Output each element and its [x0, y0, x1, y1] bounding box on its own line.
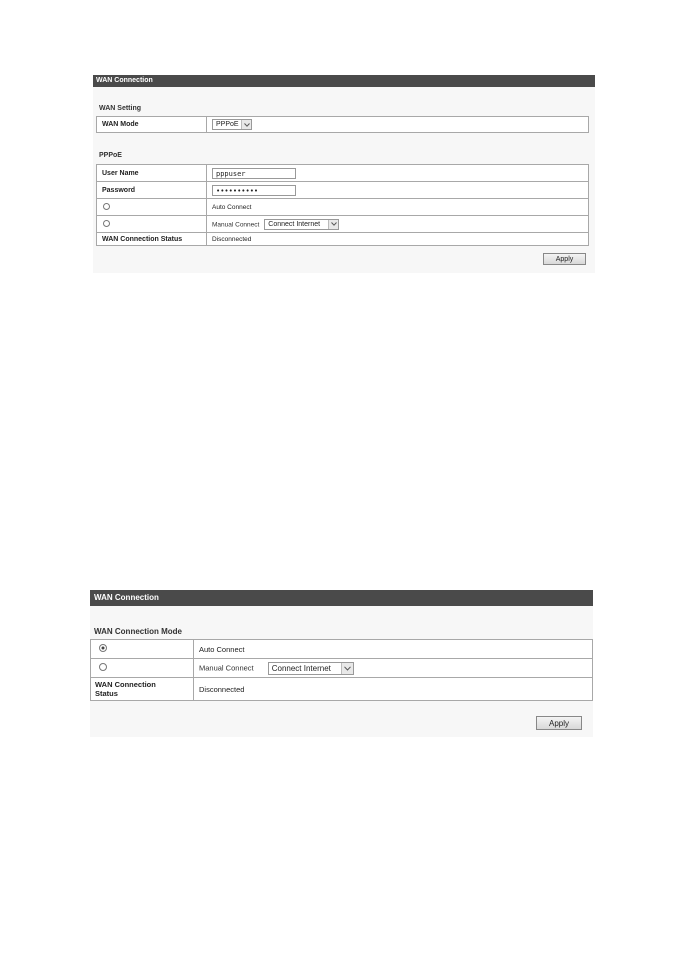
- wan-setting-heading: WAN Setting: [99, 105, 141, 112]
- wan-mode-value: PPPoE: [216, 121, 239, 128]
- chevron-down-icon: [328, 220, 338, 229]
- status-label-line2: Status: [95, 689, 118, 698]
- auto-connect-radio[interactable]: [103, 203, 110, 210]
- wan-mode-label: WAN Mode: [97, 117, 207, 133]
- panel-title: WAN Connection: [94, 593, 159, 602]
- pppoe-heading: PPPoE: [99, 152, 122, 159]
- password-label: Password: [97, 182, 207, 199]
- auto-connect-label: Auto Connect: [207, 199, 589, 216]
- manual-connect-cell: [207, 216, 589, 233]
- connect-action-value: Connect Internet: [271, 663, 331, 673]
- manual-connect-cell: [194, 659, 593, 678]
- apply-button[interactable]: [543, 253, 586, 265]
- apply-button[interactable]: [536, 716, 582, 730]
- password-cell: [207, 182, 589, 199]
- wan-connection-mode-heading: WAN Connection Mode: [94, 627, 182, 636]
- panel-title-bar: [93, 75, 595, 87]
- status-label: [91, 678, 194, 701]
- manual-connect-label: Manual Connect: [212, 220, 260, 228]
- wan-mode-cell: [207, 117, 589, 133]
- chevron-down-icon: [241, 120, 251, 129]
- connect-action-select[interactable]: [268, 662, 354, 675]
- wan-mode-select[interactable]: [212, 119, 252, 130]
- wan-connection-panel-pppoe: [93, 75, 595, 273]
- manual-connect-label: Manual Connect: [199, 662, 254, 672]
- wan-mode-table: [96, 116, 589, 133]
- status-value: Disconnected: [194, 678, 593, 701]
- apply-button-label: Apply: [555, 255, 574, 263]
- wan-connection-panel-mode: [90, 590, 593, 737]
- password-input[interactable]: ••••••••••: [212, 185, 296, 196]
- status-label: WAN Connection Status: [97, 233, 207, 246]
- username-cell: [207, 165, 589, 182]
- manual-connect-radio-cell: [97, 216, 207, 233]
- chevron-down-icon: [341, 663, 353, 674]
- username-label: User Name: [97, 165, 207, 182]
- panel-title-bar: [90, 590, 593, 606]
- status-label-line1: WAN Connection: [95, 680, 156, 689]
- username-input[interactable]: pppuser: [212, 168, 296, 179]
- status-value: Disconnected: [207, 233, 589, 246]
- connection-mode-table: [90, 639, 593, 701]
- manual-connect-radio[interactable]: [99, 663, 107, 671]
- connect-action-value: Connect Internet: [268, 220, 321, 228]
- auto-connect-radio-cell: [97, 199, 207, 216]
- auto-connect-label: Auto Connect: [194, 640, 593, 659]
- connect-action-select[interactable]: [264, 219, 339, 230]
- manual-connect-radio[interactable]: [103, 220, 110, 227]
- apply-button-label: Apply: [548, 718, 569, 728]
- pppoe-table: [96, 164, 589, 246]
- auto-connect-radio[interactable]: [99, 644, 107, 652]
- manual-connect-radio-cell: [91, 659, 194, 678]
- auto-connect-radio-cell: [91, 640, 194, 659]
- panel-title: WAN Connection: [96, 77, 153, 84]
